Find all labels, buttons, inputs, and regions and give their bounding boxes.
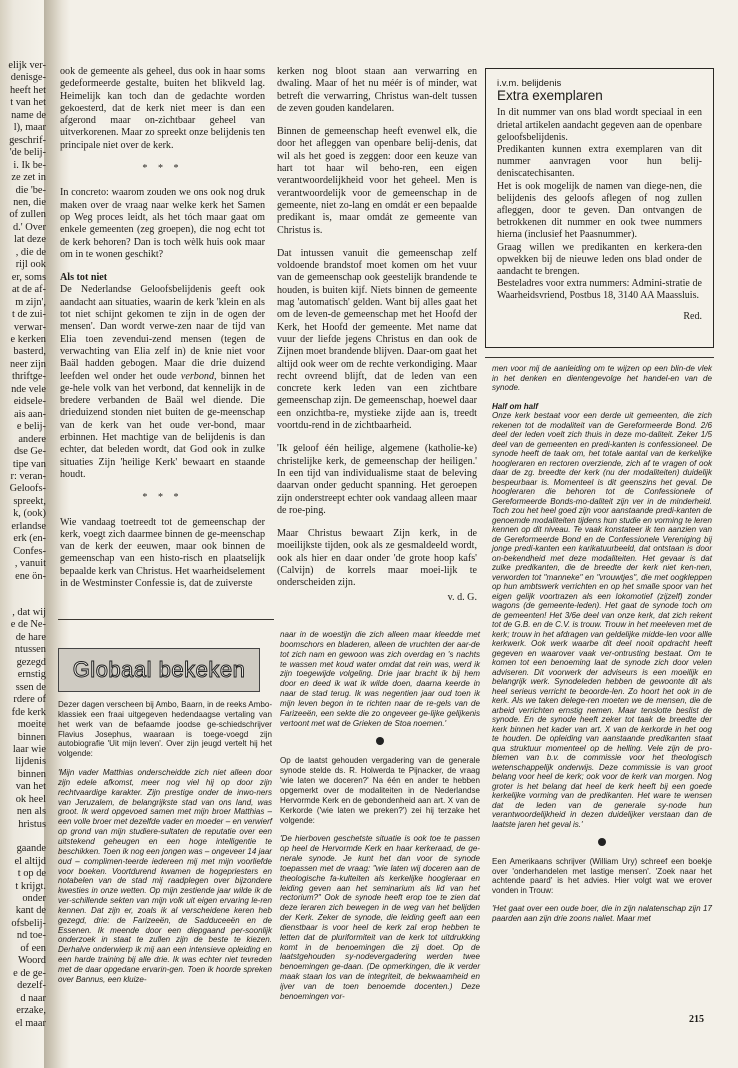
strip-line: r: veran- (10, 470, 46, 482)
strip-line: dezelf- (17, 980, 46, 992)
strip-line: l), maar (13, 122, 46, 134)
box-paragraph: Graag willen we predikanten en kerkera-den opwekken bij de nieuwe leden ons blad onder de aandacht te brengen. (497, 241, 702, 278)
strip-line: lat deze (13, 234, 46, 246)
strip-line: ntussen (14, 644, 46, 656)
strip-line: denisge- (10, 72, 46, 84)
strip-line: eidsele- (13, 396, 46, 408)
paragraph: Op de laatst gehouden vergadering van de generale synode stelde ds. R. Holwerda te Pijnacker, de vraag 'wie laten we doceren?' Na één en ander te hebben opgemerkt over de modaliteiten in de Nederlandse Hervormde Kerk en de gebondenheid aan art. X van de Kerkorde ('wie laten we preken?') zei hij terzake het volgende: (280, 756, 480, 825)
strip-line: laar wie (12, 744, 46, 756)
paragraph: Maar Christus bewaart Zijn kerk, in de moeilijkste tijden, ook als ze gesmaldeeld wordt, ook als hier en daar onder 'de grote hoop kafs' (Calvijn) de korrels maar moei-lijk te onderscheiden zijn. (277, 528, 477, 589)
box-paragraph: Besteladres voor extra nummers: Admini-stratie de Waarheidsvriend, Postbus 18, 3140 AA Maassluis. (497, 278, 702, 302)
quote-paragraph: Onze kerk bestaat voor een derde uit gemeenten, die zich rekenen tot de modaliteit van de Gereformeerde Bond. 2/6 deel der leden voelt zich thuis in deze mo-daliteit. Zeker 1/5 deel van de gemeenten en predi-kanten is confessioneel. De synode heeft de taak om, het totale aantal van de kerkelijke hoogleraren en rectoren overziende, zich af te vragen of ook daar de zg. breedte der kerk (nu der modaliteiten) duidelijk bespeurbaar is. Momenteel is dit geenszins het geval. De hoogleraren die behoren tot de Confessionele of Gereformeerde Bonds-mo-daliteit zijn ver in de minderheid. Toch zou het heel goed zijn voor aanstaande predi-kanten de genoemde modaliteiten tijdens hun studie en vorming te leren kennen op dit niveau. Te vaak konstateer ik ten aanzien van de Gereformeerde Bond en de Confessionele Vereniging bij jonge predi-kanten een karikatuurbeeld, dat ontstaan is door on-bekendheid met deze modaliteiten. Het gevaar is dat zulke predikanten, die de breedte der kerk niet ken-nen, verworden tot "manneke" en "vrouwtjes", die met oogkleppen op hun ambtswerk verrichten en op het smalle spoor van het eigen gelijk voortrazen als een lokomotief (zijzelf) zonder wagons (de gemeente-leden). Het gaat de synode toch om de gemeenten! Het 3/6e deel van onze kerk, dat zich rekent tot de G.B. en de C.V. is trouw. Trouw in het meeleven met de kerk; trouw in het afdragen van geldelijke midde-len voor allle kerkwerk. Ook werk waarbe dit deel nooit opdracht heeft gegeven en waarover vaak ver-ontrusting bestaat. Om te komen tot een benoeming laat de synode zich door velen adviseren. Dit voorwerk der adviseurs is een moeilijk en belangrijk werk. Synodeleden hebben de gewoonte dit als heel serieus verricht te beoorde-len. Zo hoort het ook in de kerk. Als we taken delege-ren moeten we de mensen, die de arbeid verrichten ernstig nemen. Maar tenslotte beslist de synode. En de synode heeft zeker tot taak de breedte der kerk binnen het kader van art. X van de kerkorde in het oog te houden. De opleiding van aanstaande predikanten staat qua struktuur momenteel op de helling. Vele zijn de pro-blemen van b.v. de commissie voor het theologisch wetenschappelijk onderwijs. Deze commissie is van groot belang voor heel de kerk; ook voor de kerk van morgen. Nog groter is het belang dat heel de kerk heeft bij een goede kerkelijke vorming van de predikanten. Het ware te wensen dat de leden van de generale sy-node hun verantwoordelijkheid in dezen duidelijker verstaan dan de laatste jaren het geval is.' (492, 411, 712, 829)
strip-line: t krijgt. (15, 880, 46, 892)
strip-line: elijk ver- (8, 60, 46, 71)
globaal-bekeken-heading: Globaal bekeken (58, 648, 260, 692)
globaal-column-1 (58, 700, 272, 994)
strip-line: erlandse (11, 520, 46, 532)
strip-line: m zijn', (15, 296, 46, 308)
strip-line: gaande (16, 843, 46, 855)
strip-line: ofsbelij- (11, 917, 46, 929)
strip-line: t de zui- (11, 309, 46, 321)
strip-line: at de af- (11, 284, 46, 296)
paragraph: De Nederlandse Geloofsbelijdenis geeft ook aandacht aan situaties, waarin de kerk 'klein en als tot niet schijnt gekomen te zijn in de ogen der mensen'. Dan wordt verwe-zen naar de tijd van Elia toen zevendui-zend mensen (tegen de verwachting van Elia zelf in) de knie niet voor Baäl hadden gebogen. Maar die drie duizend leefden wel onder het oude verbond, binnen het ge-hele volk van het verbond, dat kennelijk in de bredere verbanden de Baäl wel diende. Die drieduizend stonden niet buiten de ge-meenschap van de kerk van het oude ver-bond, maar erbinnen. Het machtige van de belijdenis is dan echter, dat beleden wordt, dat God ook in zulke situaties Zijn 'heilige Kerk' bewaart en staande houdt. (60, 284, 266, 480)
section-separator: * * * (142, 163, 183, 175)
strip-line: ernstig (17, 669, 46, 681)
strip-line: spreekt, (13, 495, 46, 507)
article-column-1 (60, 66, 265, 601)
strip-line: rijl ook (15, 259, 46, 271)
strip-line: rdere of (13, 694, 46, 706)
strip-line: d naar (20, 992, 46, 1004)
strip-line: basterd, (13, 346, 46, 358)
section-bullet (598, 838, 606, 846)
strip-line: erzake, (16, 1005, 46, 1017)
strip-line: onder (22, 893, 46, 904)
box-paragraph: Het is ook mogelijk de namen van diege-nen, die belijdenis des geloofs aflegen of nog zullen afleggen, door te geven. Dan ontvangen de betrokkenen dit nummer en ook twee nummers hierna (inclusief het Paasnummer). (497, 180, 702, 241)
strip-line: name de (11, 109, 46, 121)
author-signature: v. d. G. (447, 591, 477, 603)
strip-line: ze zet in (11, 172, 46, 184)
page-number: 215 (689, 1014, 704, 1025)
box-paragraph: In dit nummer van ons blad wordt speciaal in een drietal artikelen aandacht gegeven aan de openbare geloofsbelijdenis. (497, 107, 702, 143)
strip-line: geschrif- (9, 134, 46, 146)
paragraph: Binnen de gemeenschap heeft evenwel elk, die door het afleggen van openbare belij-denis, dat wil als het goed is zeggen: door een keuze van hart tot haar wil beho-ren, een eigen verantwoordelijkheid voor het geheel. Men is verantwoordelijk voor de gemeenschap in de gemeente, niet zo-lang en omdát er een bepaalde predikant is, maar omdát ze gemeente van Christus is. (277, 126, 477, 236)
strip-line: Woord (17, 955, 46, 967)
quote-paragraph: 'Het gaat over een oude boer, die in zijn nalatenschap zijn 17 paarden aan zijn drie zoons naliet. Maar met (492, 904, 712, 923)
quote-paragraph: 'Mijn vader Matthias onderscheidde zich niet alleen door zijn edele afkomst, meer nog viel hij op door zijn rechtvaardige karakter. Zijn prestige onder de inwo-ners van Jeruzalem, de belangrijkste stad van ons land, was groot. Ik werd opgevoed samen met mijn broer Matthias – een volle broer met dezelfde vader en moeder – en verwierf op grond van mijn studiere-sultaten de reputatie over een uitstekend geheugen en een hoge intelligentie te beschikken. Toen ik nog een jongen was – ongeveer 14 jaar oud – complimen-teerde iedereen mij met mijn voorliefde voor boeken. Voortdurend kwamen de hogepriesters en notabelen van de stad mij raadplegen over bijzondere kwesties in onze wetten. Op mijn zestiende jaar wilde ik de ver-schillende sekten van mijn volk uit eigen ervaring le-ren kennen. Dat zijn er, zoals ik al verscheidene keren heb gezegd, drie: de Farizeeën, de Sadduceeën en de Essenen. Ik meende door een diepgaand per-soonlijk onderzoek in staat te zullen zijn de beste te kiezen. Derhalve onderwierp ik mij aan een intensieve opleiding en een harde training bij alle drie. Ik was echter niet tevreden met de daar opgedane ervarin-gen. Toen ik hoorde spreken over Bannus, een kluize- (58, 768, 272, 984)
strip-line: heeft het (9, 84, 46, 96)
box-title: Extra exemplaren (497, 88, 603, 104)
strip-line: thriftge- (11, 371, 46, 383)
box-paragraph: Predikanten kunnen extra exemplaren van dit nummer aanvragen voor hun belij-deniscatechisanten. (497, 144, 702, 180)
strip-line: dse Ge- (13, 446, 46, 458)
paragraph: In concreto: waarom zouden we ons ook nog druk maken over de vraag naar welke kerk het Samen op Weg proces leidt, als het tóch maar gaat om enkele gemeenten (zeg groepen), die nog echt tot de kerk behoren? Dan is toch wèlk huis ook maar om in te wonen geschikt? (60, 187, 265, 260)
strip-line: e de ge- (13, 967, 46, 979)
quote-paragraph: 'De hierboven geschetste situatie is ook toe te passen op heel de Hervormde Kerk en haar kerkeraad, de ge-nerale synode. Je kunt het dan voor de synode toepassen met de vraag: "wie laten wij doceren aan de theologische fa-kulteiten als kerkelijke hoogleraar en leiding geven aan het seminarium als lid van het rectorium?" Ook de synode heeft erop toe te zien dat deze leraren zich bewegen in de weg van het belijden der Kerk. Zeker de synode, die leiding geeft aan een dienstbaar is voor heel de kerk zal erop hebben te letten dat de pluriformiteit van de kerk tot uitdrukking komt in de benoemingen die zij doet. Op de laatstgehouden sy-nodevergadering werden twee benoemingen ge-daan. (De opmerkingen, die ik verder maak staan los van de integriteit, de bekwaamheid en ijver van de toen benoemde docenten.) Deze benoemingen vor- (280, 834, 480, 1001)
strip-line: i. Ik be- (13, 159, 46, 171)
section-separator: * * * (142, 492, 183, 504)
strip-line: nen als (16, 806, 46, 818)
strip-line: nen, die (13, 196, 46, 208)
strip-gap (0, 595, 46, 607)
strip-line: el maar (15, 1017, 46, 1029)
globaal-column-2 (280, 630, 480, 1011)
paragraph: Dezer dagen verscheen bij Ambo, Baarn, in de reeks Ambo-klassiek een fraai uitgegeven hedendaagse vertaling van het werk van de befaamde joodse ge-schiedschrijver Flavius Josephus, waaraan is toege-voegd zijn autobiografie 'Uit mijn leven'. Over zijn jeugd vertelt hij het volgende: (58, 700, 272, 759)
strip-line: fde kerk (11, 706, 46, 718)
strip-line: kant de (15, 905, 46, 917)
strip-line: lijdenis (15, 756, 46, 768)
paragraph: Een Amerikaans schrijver (William Ury) schreef een boekje over 'onderhandelen met lastige mensen'. 'Zoek naar het achtende paard' is het advies. Hier volgt wat we erover vonden in Trouw: (492, 857, 712, 895)
strip-line: el altijd (14, 855, 46, 867)
strip-line: nde vele (11, 383, 46, 395)
strip-line: nd toe- (16, 930, 46, 942)
strip-line: 'de belij- (9, 147, 46, 159)
box-kicker: i.v.m. belijdenis (497, 78, 562, 89)
strip-line: e de Ne- (10, 619, 46, 631)
extra-copies-box (485, 68, 714, 348)
strip-line: of zullen (9, 209, 46, 221)
left-page-strip (0, 60, 46, 1029)
strip-line: er, soms (11, 271, 46, 283)
section-bullet (376, 737, 384, 745)
paragraph: 'Ik geloof één heilige, algemene (katholie-ke) christelijke kerk, de gemeenschap der heiligen.' In een tijd van individualisme staat de beleving daarvan onder geducht spanning. Het geroepen zijn onderstreept echter ook vandaag alleen maar de roe-ping. (277, 443, 477, 516)
divider-rule (485, 357, 714, 358)
quote-paragraph: men voor mij de aanleiding om te wijzen op een blin-de vlek in het denken en dientengevolge het handel-en van de synode. (492, 364, 712, 392)
globaal-column-3 (492, 364, 712, 932)
strip-line: Confes- (13, 545, 46, 557)
strip-line: ssen de (15, 681, 46, 693)
strip-line: tipe van (12, 458, 46, 470)
strip-line: erk (en- (13, 533, 46, 545)
strip-line: ais aan- (13, 408, 46, 420)
strip-gap (0, 583, 46, 595)
strip-line: hristus (18, 818, 46, 830)
strip-line: andere (18, 433, 46, 445)
strip-line: t van het (10, 97, 46, 109)
article-column-2 (277, 66, 477, 604)
strip-line: t op de (17, 868, 46, 880)
paragraph: Dat intussen vanuit die gemeenschap zelf voldoende brandstof moet komen om het vuur van de gemeenschap ook geestelijk brandende te houden, is buiten kijf. Niets binnen de gemeente mag 'automatisch' gelden. Want bij alles gaat het om de leven-de gemeenschap met het Hoofd der Kerk, het Hoofd der gemeente. Met name dat vuur der liefde jegens Christus en dan ook de Zijnen moet brandende blijven. Daar-om gaat het altijd ook weer om de rechte verkondiging. Maar recht ovreend blijft, dat de leden van een concrete kerk leden van een zichtbare gemeenschap zijn. De gemeenschap, hoewel daar een onzichtba-re, mystieke zijde aan is, treedt voortdu-rend in de zichtbaarheid. (277, 247, 477, 432)
strip-gap (0, 831, 46, 843)
paragraph: Wie vandaag toetreedt tot de gemeenschap der kerk, voegt zich daarmee binnen de ge-meenschap van de kerk der eeuwen, maar ook binnen de gemeenschap van een histo-risch en plaatselijk bepaalde kerk van Christus. Het waarheidselement in de Westminster Confessie is, dat de zuiverste (60, 516, 265, 589)
strip-line: e belij- (16, 421, 46, 433)
strip-line: of een (20, 942, 46, 954)
strip-line: , dat wij (12, 607, 46, 619)
paragraph: ook de gemeente als geheel, dus ook in haar soms gedeformeerde gestalte, buiten het blikveld lag. Heimelijk kan toch dan de gedachte worden gekoesterd, dat de kerk niet meer is dan een afgerond maar on-zichtbaar geheel van uitverkorenen. Maar zo spreekt onze belijdenis ten principale niet over de kerk. (60, 66, 265, 151)
strip-line: moeite (17, 719, 46, 731)
strip-line: ene ön- (15, 570, 46, 582)
strip-line: e kerken (10, 333, 46, 345)
strip-line: verwar- (13, 321, 46, 333)
strip-line: ok heel (15, 793, 46, 805)
strip-line: binnen (17, 731, 46, 743)
strip-line: d.' Over (12, 221, 46, 233)
section-heading: Als tot niet (60, 272, 108, 284)
paragraph: kerken nog bloot staan aan verwarring en dwaling. Maar of het nu méér is of minder, wat betreft die verwarring, Christus wan-delt tussen de zeven gouden kandelaren. (277, 66, 477, 114)
strip-line: , die de (15, 246, 46, 258)
strip-line: van het (15, 781, 46, 793)
strip-line: de hare (15, 631, 46, 643)
strip-line: k, (ook) (13, 508, 46, 520)
strip-line: , vanuit (14, 558, 46, 570)
strip-line: Geloofs- (9, 483, 46, 495)
section-heading: Half om half (492, 401, 539, 411)
editorial-signature: Red. (683, 310, 702, 322)
divider-rule (58, 619, 274, 620)
strip-line: gezegd (16, 656, 46, 668)
strip-line: binnen (17, 768, 46, 780)
strip-line: die 'be- (15, 184, 46, 196)
strip-line: neer zijn (9, 358, 46, 370)
quote-paragraph: naar in de woestijn die zich alleen maar kleedde met boomschors en bladeren, alleen de vruchten der aar-de tot zich nam en gewoon was zich overdag en 's nachts te wassen met koud water omdat dat rein was, werd ik zijn toegewijde volgeling. Drie jaar bracht ik bij hem door en deed ik wat ik wilde doen, daarna keerde in naar de stad terug. Ik was negentien jaar oud toen ik mijn leven begon in te richten naar de re-gels van de Farizeeën, een sekte die zo ongeveer ge-lijke gelijkenis vertoont met wat de Grieken de Stoa noemen.' (280, 630, 480, 728)
